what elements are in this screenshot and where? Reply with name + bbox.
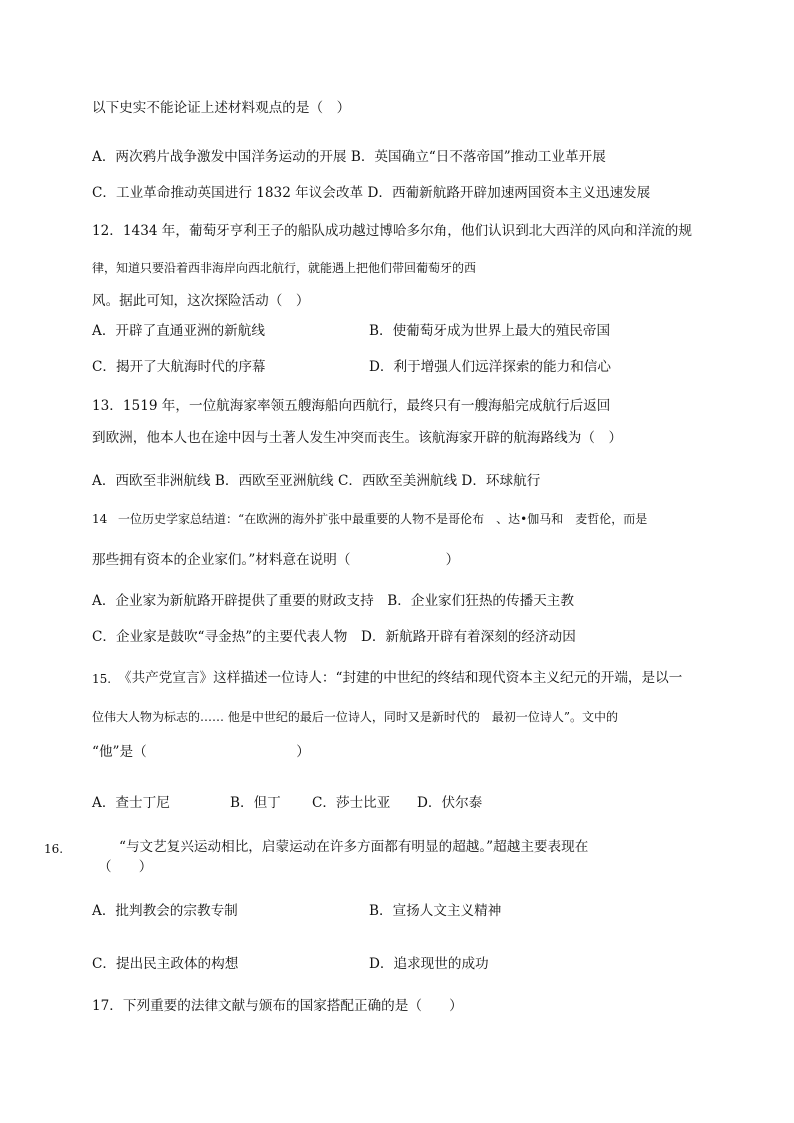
q13-stem-line2: 到欧洲，他本人也在途中因与土著人发生冲突而丧生。该航海家开辟的航海路线为（ ） [92,430,623,446]
q12-option-a: A．开辟了直通亚洲的新航线 [92,323,265,339]
q16-stem-line2: （ ） [98,859,153,875]
q14-stem-line1: 一位历史学家总结道：“在欧洲的海外扩张中最重要的人物不是哥伦布 、达•伽马和 麦哲伦，而是 [118,512,648,526]
q13-stem-line1: 13．1519 年，一位航海家率领五艘海船向西航行，最终只有一艘海船完成航行后返回 [92,398,611,414]
q12-option-b: B．使葡萄牙成为世界上最大的殖民帝国 [369,323,611,339]
q12-option-d: D．利于增强人们远洋探索的能力和信心 [369,359,611,375]
q16-option-a: A．批判教会的宗教专制 [92,903,238,919]
q15-stem-line3: “他”是（ ） [92,744,310,760]
intro-question: 以下史实不能论证上述材料观点的是（ ） [92,100,351,116]
q16-option-b: B．宣扬人文主义精神 [369,903,502,919]
q15-number: 15. [92,672,112,686]
q14-options-ab: A．企业家为新航路开辟提供了重要的财政支持 B．企业家们狂热的传播天主教 [92,593,574,609]
q15-option-d: D．伏尔泰 [417,795,483,811]
q14-options-cd: C．企业家是鼓吹“寻金热”的主要代表人物 D．新航路开辟有着深刻的经济动因 [92,629,576,645]
q14-stem-line2: 那些拥有资本的企业家们。”材料意在说明（ ） [92,552,460,568]
q12-option-c: C．揭开了大航海时代的序幕 [92,359,266,375]
q15-stem-line1: 《共产党宣言》这样描述一位诗人：“封建的中世纪的终结和现代资本主义纪元的开端，是以一 [118,670,683,686]
q14-number: 14 [92,512,108,526]
q13-options: A．西欧至非洲航线 B．西欧至亚洲航线 C．西欧至美洲航线 D．环球航行 [92,473,541,489]
q15-option-b: B．但丁 [230,795,281,811]
q15-option-c: C．莎士比亚 [312,795,391,811]
q11-options-line2: C．工业革命推动英国进行 1832 年议会改革 D．西葡新航路开辟加速两国资本主义迅速发展 [92,185,651,201]
q12-stem-line1: 12．1434 年，葡萄牙亨利王子的船队成功越过博哈多尔角，他们认识到北大西洋的风向和洋流的规 [92,223,692,239]
q12-stem-line2: 律，知道只要沿着西非海岸向西北航行，就能遇上把他们带回葡萄牙的西 [92,261,477,275]
q17-stem: 17．下列重要的法律文献与颁布的国家搭配正确的是（ ） [92,998,463,1014]
q16-stem-line1: “与文艺复兴运动相比，启蒙运动在许多方面都有明显的超越。”超越主要表现在 [119,839,589,855]
q15-option-a: A．查士丁尼 [92,795,170,811]
q16-number: 16. [44,842,64,856]
q16-option-d: D．追求现世的成功 [369,956,489,972]
q11-options-line1: A．两次鸦片战争激发中国洋务运动的开展 B．英国确立“日不落帝国”推动工业革开展 [92,149,606,165]
q16-option-c: C．提出民主政体的构想 [92,956,239,972]
q12-stem-line3: 风。据此可知，这次探险活动（ ） [92,293,310,309]
q15-stem-line2: 位伟大人物为标志的…… 他是中世纪的最后一位诗人，同时又是新时代的 最初一位诗人”。文中的 [92,710,618,724]
